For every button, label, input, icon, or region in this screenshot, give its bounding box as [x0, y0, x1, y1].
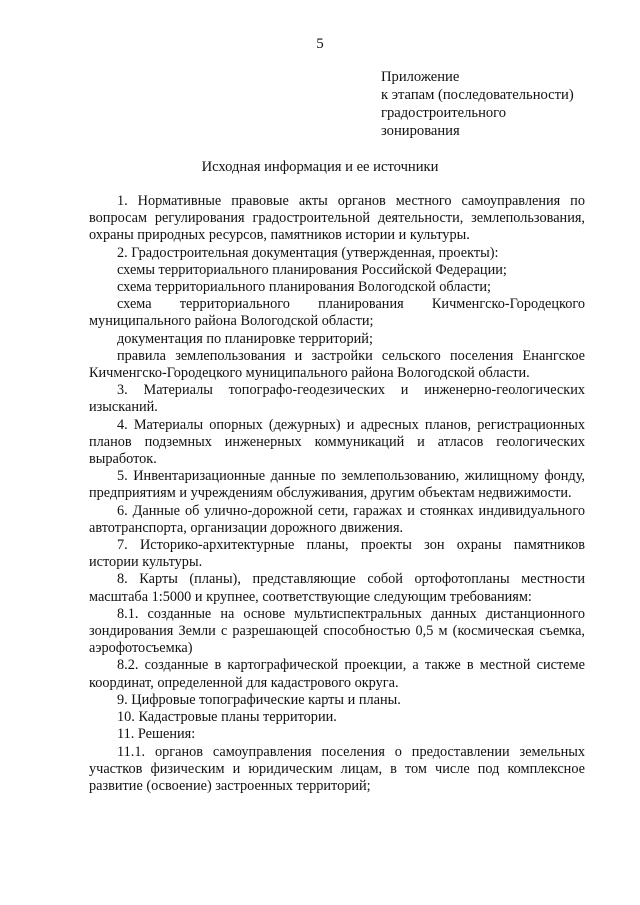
document-title: Исходная информация и ее источники	[201, 159, 439, 175]
paragraph: 8. Карты (планы), представляющие собой ортофотопланы местности масштаба 1:5000 и крупнее, соответствующие следующим требованиям:	[89, 571, 585, 605]
paragraph: схема территориального планирования Вологодской области;	[117, 279, 491, 296]
paragraph: 3. Материалы топографо-геодезических и инженерно-геологических изысканий.	[89, 382, 585, 416]
paragraph: схемы территориального планирования Российской Федерации;	[117, 261, 507, 278]
appendix-line: зонирования	[381, 123, 460, 139]
paragraph: 2. Градостроительная документация (утвержденная, проекты):	[117, 244, 499, 261]
paragraph: 5. Инвентаризационные данные по землепользованию, жилищному фонду, предприятиям и учреждениям обслуживания, другим объектам недвижимости.	[89, 468, 585, 502]
paragraph: 4. Материалы опорных (дежурных) и адресных планов, регистрационных планов подземных инженерных коммуникаций и атласов геологических выработок.	[89, 416, 585, 468]
paragraph: документация по планировке территорий;	[117, 330, 373, 347]
paragraph: 6. Данные об улично-дорожной сети, гаражах и стоянках индивидуального автотранспорта, организации дорожного движения.	[89, 502, 585, 536]
page-number: 5	[316, 36, 324, 52]
paragraph: 11.1. органов самоуправления поселения о предоставлении земельных участков физическим и юридическим лицам, в том числе под комплексное развитие (освоение) застроенных территорий;	[89, 743, 585, 794]
appendix-block	[381, 68, 574, 140]
paragraph: 1. Нормативные правовые акты органов местного самоуправления по вопросам регулирования градостроительной деятельности, землепользования, охраны природных ресурсов, памятников истории и культуры.	[89, 193, 585, 244]
paragraph: схема территориального планирования Кичменгско-Городецкого муниципального района Вологодской области;	[89, 296, 585, 330]
document-body	[89, 193, 585, 795]
appendix-line: градостроительного	[381, 105, 507, 121]
paragraph: 10. Кадастровые планы территории.	[117, 709, 337, 726]
paragraph: правила землепользования и застройки сельского поселения Енангское Кичменгско-Городецкого муниципального района Вологодской области.	[89, 347, 585, 382]
appendix-line: Приложение	[381, 69, 460, 85]
paragraph: 11. Решения:	[117, 726, 196, 743]
paragraph: 7. Историко-архитектурные планы, проекты зон охраны памятников истории культуры.	[89, 537, 585, 571]
paragraph: 8.2. созданные в картографической проекции, а также в местной системе координат, определенной для кадастрового округа.	[89, 657, 585, 691]
paragraph: 9. Цифровые топографические карты и планы.	[117, 691, 401, 708]
paragraph: 8.1. созданные на основе мультиспектральных данных дистанционного зондирования Земли с разрешающей способностью 0,5 м (космическая съемка, аэрофотосъемка)	[89, 605, 585, 657]
appendix-line: к этапам (последовательности)	[381, 87, 574, 103]
